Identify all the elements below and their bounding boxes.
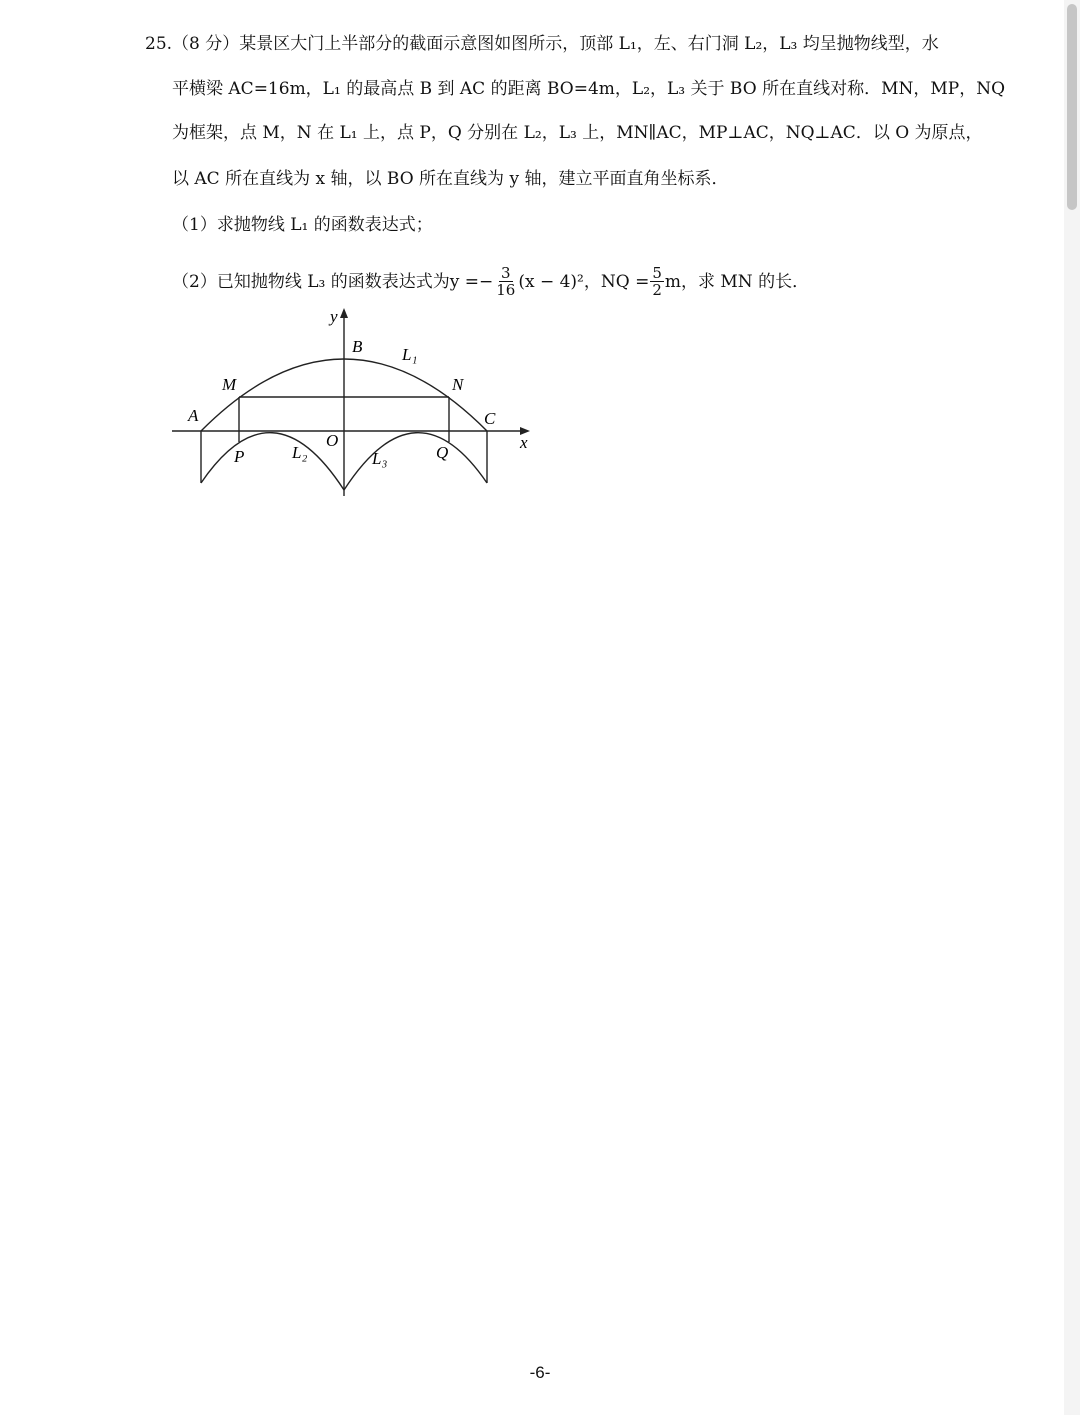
part2-eq-lhs: y =− — [449, 271, 494, 292]
parabola-L3 — [344, 433, 487, 490]
label-C: C — [484, 409, 496, 428]
label-P: P — [234, 447, 245, 466]
label-O: O — [326, 431, 339, 450]
fraction-5-2 — [650, 265, 664, 298]
problem-line-4: 以 AC 所在直线为 x 轴，以 BO 所在直线为 y 轴，建立平面直角坐标系． — [172, 169, 729, 189]
scrollbar-track[interactable] — [1064, 0, 1080, 1415]
label-L3: L₃ — [372, 449, 388, 468]
parabola-L2 — [201, 433, 344, 490]
label-N: N — [452, 375, 464, 394]
label-M: M — [222, 375, 237, 394]
question-part-2 — [172, 265, 809, 298]
fraction-denominator: 16 — [496, 281, 516, 299]
fraction-denominator: 2 — [652, 281, 662, 299]
label-x: x — [520, 433, 528, 452]
fraction-3-16 — [494, 265, 517, 298]
fraction-numerator: 3 — [501, 264, 511, 282]
problem-line-3: 为框架，点 M，N 在 L₁ 上，点 P，Q 分别在 L₂，L₃ 上，MN∥AC，MP⊥AC，NQ⊥AC．以 O 为原点， — [172, 123, 983, 143]
label-L2: L₂ — [292, 443, 308, 462]
page-number: -6- — [529, 1363, 551, 1382]
label-L1: L₁ — [402, 345, 418, 364]
part2-prefix: （2）已知抛物线 L₃ 的函数表达式为 — [172, 271, 450, 292]
y-axis-arrow — [340, 308, 348, 318]
problem-line-1: 25.（8 分）某景区大门上半部分的截面示意图如图所示，顶部 L₁，左、右门洞 L₂，L₃ 均呈抛物线型，水 — [145, 34, 939, 54]
fraction-numerator: 5 — [652, 264, 662, 282]
part2-suffix: m，求 MN 的长． — [664, 271, 810, 292]
part2-eq-rest: (x − 4)²，NQ = — [518, 271, 650, 292]
problem-line-2: 平横梁 AC=16m，L₁ 的最高点 B 到 AC 的距离 BO=4m，L₂，L₃ 关于 BO 所在直线对称．MN，MP，NQ — [172, 79, 1006, 99]
question-part-1: （1）求抛物线 L₁ 的函数表达式； — [172, 215, 433, 235]
scrollbar-thumb[interactable] — [1067, 4, 1077, 210]
label-y: y — [330, 307, 338, 326]
label-A: A — [188, 406, 199, 425]
label-B: B — [352, 337, 363, 356]
parabola-gate-figure — [168, 300, 548, 505]
label-Q: Q — [436, 443, 449, 462]
figure-svg — [168, 300, 548, 505]
